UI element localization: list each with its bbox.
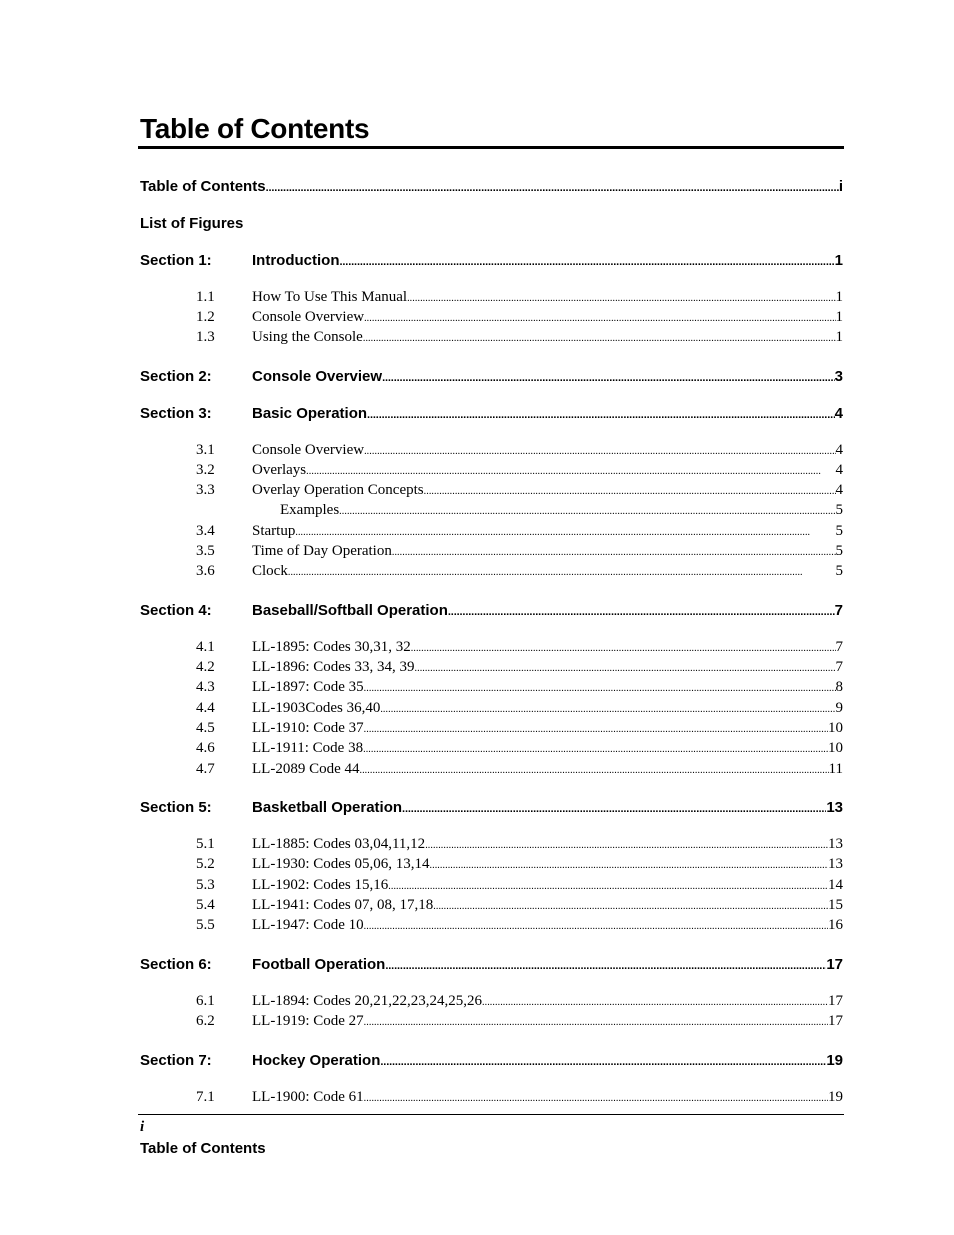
toc-subsection-entry[interactable] [140, 563, 843, 580]
toc-entry-title: Overlay Operation Concepts [252, 482, 424, 498]
toc-entry-page-number: 4 [834, 405, 843, 422]
toc-entry-title: Console Overview [252, 309, 365, 325]
toc-entry-page-number: 5 [835, 523, 843, 539]
toc-entry-number: 6.1 [196, 993, 215, 1009]
toc-entry-title: Console Overview [252, 442, 365, 458]
toc-entry-page-number: 17 [828, 1013, 843, 1029]
toc-entry-number: 6.2 [196, 1013, 215, 1029]
toc-section-entry[interactable] [140, 405, 843, 422]
toc-subsection-entry[interactable] [140, 897, 843, 914]
toc-subsection-entry[interactable] [140, 289, 843, 306]
toc-entry-title: Examples [280, 502, 340, 518]
toc-entry-page-number: 13 [828, 836, 843, 852]
toc-entry-title: Using the Console [252, 329, 363, 345]
toc-entry-title: Basketball Operation [252, 799, 403, 816]
toc-entry-number: 3.4 [196, 523, 215, 539]
dot-leader [339, 252, 834, 269]
toc-subsection-entry[interactable] [140, 309, 843, 326]
toc-entry-number: 1.1 [196, 289, 215, 305]
toc-entry-number: 3.1 [196, 442, 215, 458]
dot-leader [295, 523, 835, 540]
toc-entry-page-number: 10 [828, 740, 843, 756]
toc-entry-page-number: 8 [835, 679, 843, 695]
toc-section-entry[interactable] [140, 368, 843, 385]
dot-leader [364, 679, 836, 696]
toc-entry-page-number: 4 [835, 482, 843, 498]
toc-entry-title: Console Overview [252, 368, 383, 385]
toc-subsection-entry[interactable] [140, 761, 843, 778]
toc-entry-page-number: 9 [835, 700, 843, 716]
toc-entry-title: LL-1895: Codes 30,31, 32 [252, 639, 411, 655]
toc-entry-number: Section 5: [140, 799, 212, 816]
toc-subsection-entry[interactable] [140, 659, 843, 676]
toc-entry-page-number: 13 [826, 799, 843, 816]
toc-entry-title: LL-1947: Code 10 [252, 917, 364, 933]
toc-entry-title: LL-1896: Codes 33, 34, 39 [252, 659, 415, 675]
toc-entry-page-number: 11 [828, 761, 843, 777]
dot-leader [363, 329, 836, 346]
toc-entry-page-number: 19 [826, 1052, 843, 1069]
toc-subsection-entry[interactable] [140, 679, 843, 696]
toc-entry-title: Hockey Operation [252, 1052, 381, 1069]
toc-entry-number: 4.7 [196, 761, 215, 777]
toc-subsection-entry[interactable] [140, 720, 843, 737]
toc-entry-number: 7.1 [196, 1089, 215, 1105]
toc-subsection-entry[interactable] [140, 877, 843, 894]
toc-subsection-entry[interactable] [140, 1013, 843, 1030]
toc-subsection-entry[interactable] [140, 442, 843, 459]
toc-entry-number: 3.5 [196, 543, 215, 559]
toc-entry-page-number: 4 [835, 442, 843, 458]
toc-subsection-entry[interactable] [140, 462, 843, 479]
dot-leader [380, 1052, 826, 1069]
toc-entry-title: LL-1941: Codes 07, 08, 17,18 [252, 897, 434, 913]
toc-subsection-entry[interactable] [140, 917, 843, 934]
toc-entry-title: LL-1897: Code 35 [252, 679, 364, 695]
title-divider [138, 146, 844, 149]
toc-entry-title: LL-1885: Codes 03,04,11,12 [252, 836, 426, 852]
toc-entry-number: 5.4 [196, 897, 215, 913]
toc-entry-page-number: 15 [828, 897, 843, 913]
toc-entry-page-number: 7 [835, 659, 843, 675]
toc-entry-number: 1.2 [196, 309, 215, 325]
toc-entry-number: Section 4: [140, 602, 212, 619]
toc-subsection-entry[interactable] [140, 502, 843, 519]
toc-entry-title: List of Figures [140, 215, 244, 232]
dot-leader [425, 836, 828, 853]
toc-entry-number: 4.5 [196, 720, 215, 736]
dot-leader [430, 856, 829, 873]
dot-leader [392, 543, 836, 560]
toc-entry-title: Table of Contents [140, 178, 266, 195]
footer-divider [138, 1114, 844, 1115]
toc-entry-page-number: 1 [835, 309, 843, 325]
toc-entry-title: LL-1894: Codes 20,21,22,23,24,25,26 [252, 993, 482, 1009]
dot-leader [364, 917, 828, 934]
toc-subsection-entry[interactable] [140, 543, 843, 560]
toc-entry-number: 4.3 [196, 679, 215, 695]
toc-subsection-entry[interactable] [140, 329, 843, 346]
toc-entry-title: Startup [252, 523, 296, 539]
toc-entry-number: 3.3 [196, 482, 215, 498]
toc-entry-number: 5.2 [196, 856, 215, 872]
toc-entry-number: 1.3 [196, 329, 215, 345]
toc-subsection-entry[interactable] [140, 523, 843, 540]
toc-entry-title: Overlays [252, 462, 307, 478]
dot-leader [339, 502, 835, 519]
dot-leader [433, 897, 828, 914]
toc-entry-page-number: 4 [835, 462, 843, 478]
toc-section-entry[interactable] [140, 602, 843, 619]
toc-section-entry[interactable] [140, 252, 843, 269]
toc-entry-title: How To Use This Manual [252, 289, 408, 305]
toc-entry-title: Introduction [252, 252, 340, 269]
dot-leader [266, 178, 839, 195]
toc-entry-title: Football Operation [252, 956, 386, 973]
dot-leader [402, 799, 826, 816]
toc-entry-number: 4.4 [196, 700, 215, 716]
toc-entry-page-number: 16 [828, 917, 843, 933]
toc-entry-number: Section 2: [140, 368, 212, 385]
toc-entry-number: 5.5 [196, 917, 215, 933]
toc-subsection-entry[interactable] [140, 482, 843, 499]
toc-entry-title: Time of Day Operation [252, 543, 392, 559]
toc-entry-page-number: 14 [828, 877, 843, 893]
dot-leader [288, 563, 836, 580]
toc-entry-number: 3.2 [196, 462, 215, 478]
dot-leader [448, 602, 835, 619]
toc-entry-number: Section 1: [140, 252, 212, 269]
dot-leader [380, 700, 835, 717]
toc-entry-title: LL-2089 Code 44 [252, 761, 360, 777]
toc-entry-number: 5.3 [196, 877, 215, 893]
dot-leader [385, 956, 826, 973]
toc-entry-number: Section 6: [140, 956, 212, 973]
toc-entry-title: LL-1903Codes 36,40 [252, 700, 381, 716]
toc-entry-page-number: 5 [835, 502, 843, 518]
toc-entry-page-number: 3 [834, 368, 843, 385]
dot-leader [306, 462, 835, 479]
toc-section-entry[interactable] [140, 178, 843, 195]
toc-entry-number: 5.1 [196, 836, 215, 852]
toc-entry-number: Section 7: [140, 1052, 212, 1069]
toc-entry-page-number: 1 [835, 329, 843, 345]
toc-section-entry[interactable] [140, 1052, 843, 1069]
toc-entry-page-number: 17 [826, 956, 843, 973]
dot-leader [364, 309, 835, 326]
toc-entry-page-number: 5 [835, 563, 843, 579]
footer-page-number: i [140, 1119, 145, 1135]
toc-entry-title: Baseball/Softball Operation [252, 602, 448, 619]
dot-leader [364, 720, 828, 737]
toc-entry-number: 3.6 [196, 563, 215, 579]
toc-entry-page-number: 7 [835, 639, 843, 655]
dot-leader [364, 442, 835, 459]
dot-leader [411, 639, 836, 656]
toc-section-entry[interactable] [140, 799, 843, 816]
toc-subsection-entry[interactable] [140, 836, 843, 853]
dot-leader [382, 368, 835, 385]
dot-leader [364, 1089, 828, 1106]
toc-entry-title: LL-1902: Codes 15,16 [252, 877, 389, 893]
dot-leader [359, 761, 828, 778]
toc-subsection-entry[interactable] [140, 856, 843, 873]
dot-leader [388, 877, 828, 894]
toc-section-entry[interactable] [140, 215, 843, 232]
toc-entry-title: LL-1911: Code 38 [252, 740, 364, 756]
toc-entry-page-number: 5 [835, 543, 843, 559]
toc-subsection-entry[interactable] [140, 1089, 843, 1106]
toc-entry-page-number: 1 [834, 252, 843, 269]
dot-leader [424, 482, 836, 499]
footer-title: Table of Contents [140, 1140, 266, 1157]
dot-leader [415, 659, 836, 676]
toc-entry-page-number: 7 [834, 602, 843, 619]
toc-entry-title: LL-1910: Code 37 [252, 720, 364, 736]
toc-entry-page-number: 10 [828, 720, 843, 736]
toc-entry-title: Basic Operation [252, 405, 368, 422]
toc-entry-title: LL-1919: Code 27 [252, 1013, 364, 1029]
toc-subsection-entry[interactable] [140, 740, 843, 757]
toc-entry-title: LL-1930: Codes 05,06, 13,14 [252, 856, 430, 872]
toc-entry-page-number: 13 [828, 856, 843, 872]
dot-leader [363, 740, 828, 757]
toc-subsection-entry[interactable] [140, 639, 843, 656]
toc-entry-number: Section 3: [140, 405, 212, 422]
toc-subsection-entry[interactable] [140, 993, 843, 1010]
toc-subsection-entry[interactable] [140, 700, 843, 717]
toc-entry-page-number: 17 [828, 993, 843, 1009]
toc-entry-title: LL-1900: Code 61 [252, 1089, 364, 1105]
toc-entry-number: 4.1 [196, 639, 215, 655]
toc-entry-page-number: i [838, 178, 843, 195]
toc-entry-page-number: 19 [828, 1089, 843, 1105]
toc-entry-page-number: 1 [835, 289, 843, 305]
toc-entry-number: 4.6 [196, 740, 215, 756]
toc-entry-title: Clock [252, 563, 288, 579]
dot-leader [482, 993, 828, 1010]
page-title: Table of Contents [140, 113, 370, 144]
dot-leader [407, 289, 835, 306]
toc-section-entry[interactable] [140, 956, 843, 973]
toc-entry-number: 4.2 [196, 659, 215, 675]
dot-leader [367, 405, 835, 422]
dot-leader [364, 1013, 828, 1030]
